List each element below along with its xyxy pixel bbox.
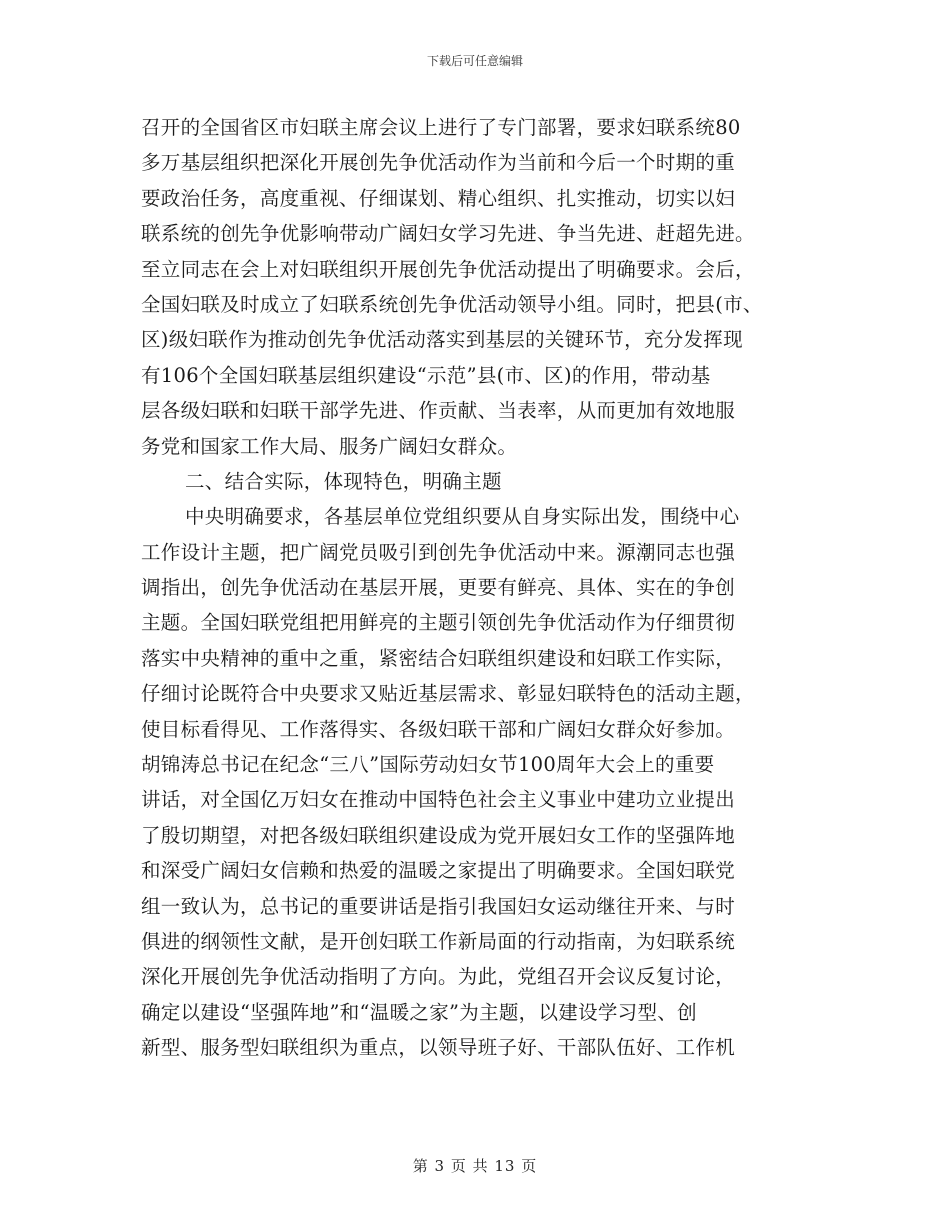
text-line: 联系统的创先争优影响带动广阔妇女学习先进、争当先进、赶超先进。 (141, 222, 755, 246)
text-line: 全国妇联及时成立了妇联系统创先争优活动领导小组。同时，把县(市、 (141, 292, 763, 316)
text-line: 和深受广阔妇女信赖和热爱的温暖之家提出了明确要求。全国妇联党 (141, 859, 736, 883)
text-line: 了殷切期望，对把各级妇联组织建设成为党开展妇女工作的坚强阵地 (141, 823, 736, 847)
text-line: 要政治任务，高度重视、仔细谋划、精心组织、扎实推动，切实以妇 (141, 186, 736, 210)
text-line: 召开的全国省区市妇联主席会议上进行了专门部署，要求妇联系统80 (141, 116, 741, 139)
page-number: 第 3 页 共 13 页 (412, 1157, 538, 1175)
text-line: 深化开展创先争优活动指明了方向。为此，党组召开会议反复讨论， (141, 965, 736, 989)
text-line: 新型、服务型妇联组织为重点，以领导班子好、干部队伍好、工作机 (141, 1036, 736, 1060)
text-line: 确定以建设“坚强阵地”和“温暖之家”为主题，以建设学习型、创 (141, 1000, 697, 1024)
text-line: 俱进的纲领性文献，是开创妇联工作新局面的行动指南，为妇联系统 (141, 929, 736, 953)
text-line: 中央明确要求，各基层单位党组织要从自身实际出发，围绕中心 (185, 505, 740, 529)
text-line: 务党和国家工作大局、服务广阔妇女群众。 (141, 434, 518, 458)
text-line: 层各级妇联和妇联干部学先进、作贡献、当表率，从而更加有效地服 (141, 399, 736, 423)
text-line: 至立同志在会上对妇联组织开展创先争优活动提出了明确要求。会后， (141, 257, 755, 281)
text-line: 使目标看得见、工作落得实、各级妇联干部和广阔妇女群众好参加。 (141, 717, 736, 741)
text-line: 落实中央精神的重中之重，紧密结合妇联组织建设和妇联工作实际， (141, 646, 736, 670)
text-line: 工作设计主题，把广阔党员吸引到创先争优活动中来。源潮同志也强 (141, 540, 736, 564)
text-line: 有106个全国妇联基层组织建设“示范”县(市、区)的作用，带动基 (141, 363, 711, 387)
text-line: 主题。全国妇联党组把用鲜亮的主题引领创先争优活动作为仔细贯彻 (141, 611, 736, 635)
text-line: 胡锦涛总书记在纪念“三八”国际劳动妇女节100周年大会上的重要 (141, 753, 715, 777)
document-body (141, 110, 821, 1066)
text-line: 讲话，对全国亿万妇女在推动中国特色社会主义事业中建功立业提出 (141, 788, 736, 812)
page-header: 下载后可任意编辑 (426, 54, 523, 68)
text-line: 多万基层组织把深化开展创先争优活动作为当前和今后一个时期的重 (141, 151, 736, 175)
text-line: 仔细讨论既符合中央要求又贴近基层需求、彰显妇联特色的活动主题， (141, 682, 755, 706)
text-line: 调指出，创先争优活动在基层开展，更要有鲜亮、具体、实在的争创 (141, 576, 736, 600)
text-line: 组一致认为，总书记的重要讲话是指引我国妇女运动继往开来、与时 (141, 894, 736, 918)
text-line: 区)级妇联作为推动创先争优活动落实到基层的关键环节，充分发挥现 (141, 328, 743, 352)
section-heading: 二、结合实际，体现特色，明确主题 (185, 469, 502, 493)
